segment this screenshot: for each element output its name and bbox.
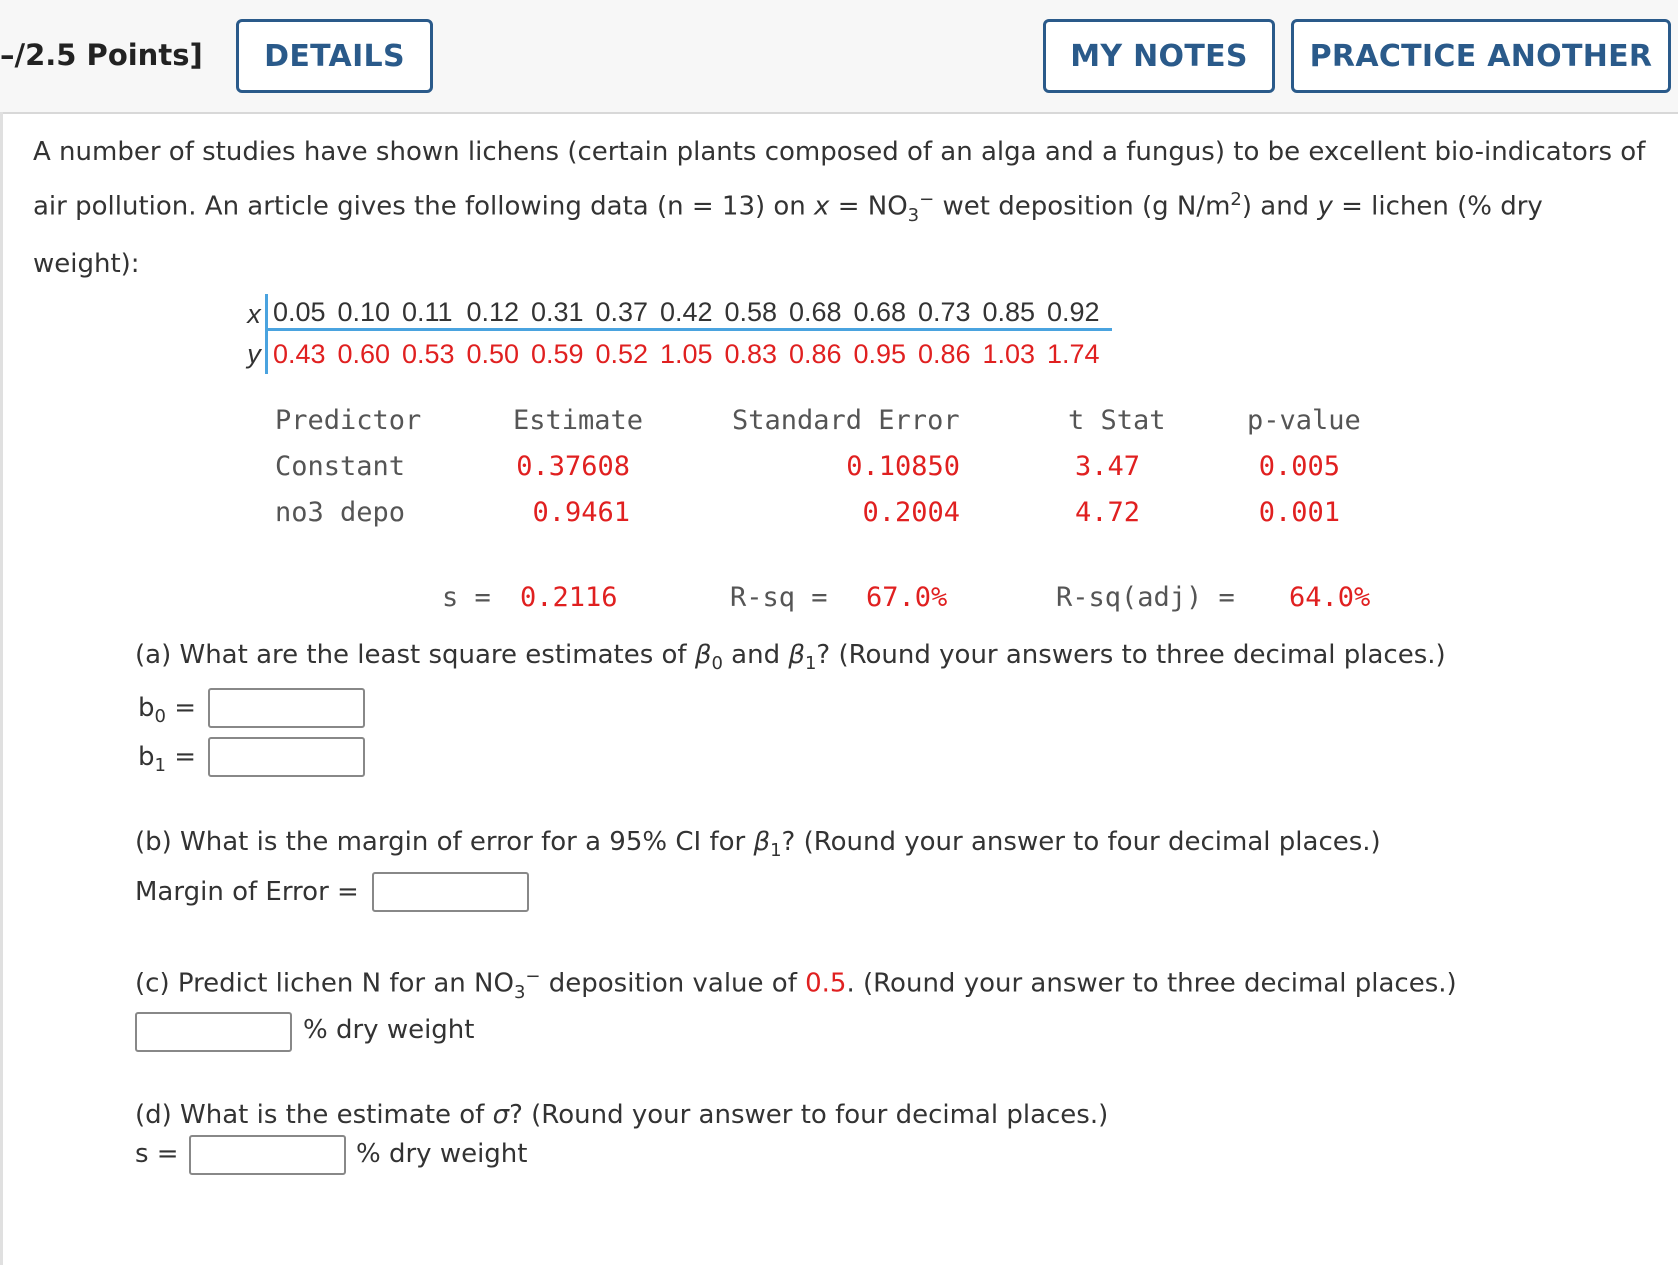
details-button[interactable]: DETAILS bbox=[236, 19, 433, 93]
points-label: –/2.5 Points] bbox=[0, 38, 203, 72]
b1-label: $b_1$ = bbox=[138, 742, 197, 777]
y-value: 0.86 bbox=[918, 338, 971, 369]
y-label: y bbox=[243, 334, 268, 374]
intro-line-2: air pollution. An article gives the following data (n = 13) on $x = NO_3^-$ wet deposition (g $N/m^2$) and y = lichen (% dry bbox=[33, 189, 1543, 226]
y-value: 0.50 bbox=[466, 338, 520, 369]
question-a-text: (a) What are the least square estimates of $\beta_0$ and $\beta_1$? (Round your answers to three decimal places.) bbox=[135, 640, 1446, 675]
question-c-text: (c) Predict lichen N for an $NO_3^-$ deposition value of 0.5. (Round your answer to three decimal places.) bbox=[135, 966, 1457, 1003]
x-value: 0.68 bbox=[789, 297, 842, 327]
y-value: 0.95 bbox=[853, 338, 907, 369]
my-notes-button[interactable]: MY NOTES bbox=[1043, 19, 1275, 93]
x-value: 0.11 bbox=[402, 297, 453, 327]
header-standard-error: Standard Error bbox=[732, 405, 960, 436]
practice-another-button[interactable]: PRACTICE ANOTHER bbox=[1291, 19, 1671, 93]
lichen-prediction-input[interactable] bbox=[135, 1012, 292, 1052]
standard-error-value: 0.10850 bbox=[846, 451, 960, 482]
header-t-stat: t Stat bbox=[1068, 405, 1166, 436]
estimate-value: 0.37608 bbox=[516, 451, 630, 482]
t-stat-value: 3.47 bbox=[1074, 451, 1140, 482]
regression-row bbox=[270, 451, 1390, 497]
x-value: 0.37 bbox=[595, 297, 649, 327]
x-value: 0.58 bbox=[724, 297, 778, 327]
y-value: 0.52 bbox=[595, 338, 649, 369]
x-label: x bbox=[243, 294, 268, 334]
dry-weight-unit: % dry weight bbox=[356, 1139, 528, 1169]
x-value: 0.05 bbox=[273, 297, 326, 327]
p-value-value: 0.005 bbox=[1258, 451, 1340, 482]
question-header bbox=[0, 0, 1678, 114]
regression-header-row bbox=[270, 405, 1390, 451]
rsq-adj-value: 64.0% bbox=[1289, 582, 1371, 613]
t-stat-value: 4.72 bbox=[1074, 497, 1140, 528]
y-value: 0.60 bbox=[337, 338, 391, 369]
y-value: 0.53 bbox=[402, 338, 455, 369]
header-estimate: Estimate bbox=[513, 405, 644, 436]
margin-of-error-input[interactable] bbox=[372, 872, 529, 912]
predictor-name: Constant bbox=[275, 451, 406, 482]
regression-row bbox=[270, 497, 1390, 543]
header-predictor: Predictor bbox=[275, 405, 422, 436]
y-row bbox=[243, 334, 1112, 374]
x-value: 0.31 bbox=[531, 297, 584, 327]
p-value-value: 0.001 bbox=[1258, 497, 1340, 528]
data-table bbox=[243, 294, 1112, 374]
y-value: 0.83 bbox=[724, 338, 778, 369]
intro-line-3: weight): bbox=[33, 248, 140, 279]
sigma-estimate-input[interactable] bbox=[189, 1135, 346, 1175]
s-estimate-label: s = bbox=[135, 1139, 179, 1169]
y-value: 1.74 bbox=[1047, 338, 1100, 369]
question-b-text: (b) What is the margin of error for a 95% CI for $\beta_1$? (Round your answer to four decimal places.) bbox=[135, 827, 1381, 862]
x-value: 0.10 bbox=[337, 297, 391, 327]
y-value: 1.03 bbox=[982, 338, 1036, 369]
intro-line-1: A number of studies have shown lichens (certain plants composed of an alga and a fungus) to be excellent bio-indicators of bbox=[33, 137, 1646, 167]
x-value: 0.12 bbox=[466, 297, 520, 327]
b1-input[interactable] bbox=[208, 737, 365, 777]
x-value: 0.68 bbox=[853, 297, 907, 327]
y-value: 1.05 bbox=[660, 338, 713, 369]
b0-input[interactable] bbox=[208, 688, 365, 728]
margin-of-error-label: Margin of Error = bbox=[135, 877, 359, 907]
b0-label: $b_0$ = bbox=[138, 693, 197, 728]
y-value: 0.43 bbox=[273, 338, 326, 369]
y-value: 0.59 bbox=[531, 338, 584, 369]
x-value: 0.92 bbox=[1047, 297, 1100, 327]
left-rule bbox=[0, 112, 3, 1265]
header-p-value: p-value bbox=[1247, 405, 1361, 436]
y-value: 0.86 bbox=[789, 338, 842, 369]
estimate-value: 0.9461 bbox=[532, 497, 630, 528]
x-value: 0.85 bbox=[982, 297, 1036, 327]
question-d-text: (d) What is the estimate of σ? (Round your answer to four decimal places.) bbox=[135, 1100, 1109, 1130]
predictor-name: no3 depo bbox=[275, 497, 406, 528]
rsq-label: R-sq = bbox=[730, 582, 828, 613]
regression-output bbox=[270, 405, 1390, 543]
dry-weight-unit: % dry weight bbox=[303, 1015, 475, 1045]
question-intro bbox=[33, 128, 1653, 288]
x-value: 0.42 bbox=[660, 297, 713, 327]
s-label: s = bbox=[442, 582, 491, 613]
rsq-adj-label: R-sq(adj) = bbox=[1056, 582, 1235, 613]
x-value: 0.73 bbox=[918, 297, 971, 327]
standard-error-value: 0.2004 bbox=[862, 497, 960, 528]
x-row bbox=[243, 294, 1112, 334]
rsq-value: 67.0% bbox=[866, 582, 948, 613]
s-value: 0.2116 bbox=[520, 582, 618, 613]
